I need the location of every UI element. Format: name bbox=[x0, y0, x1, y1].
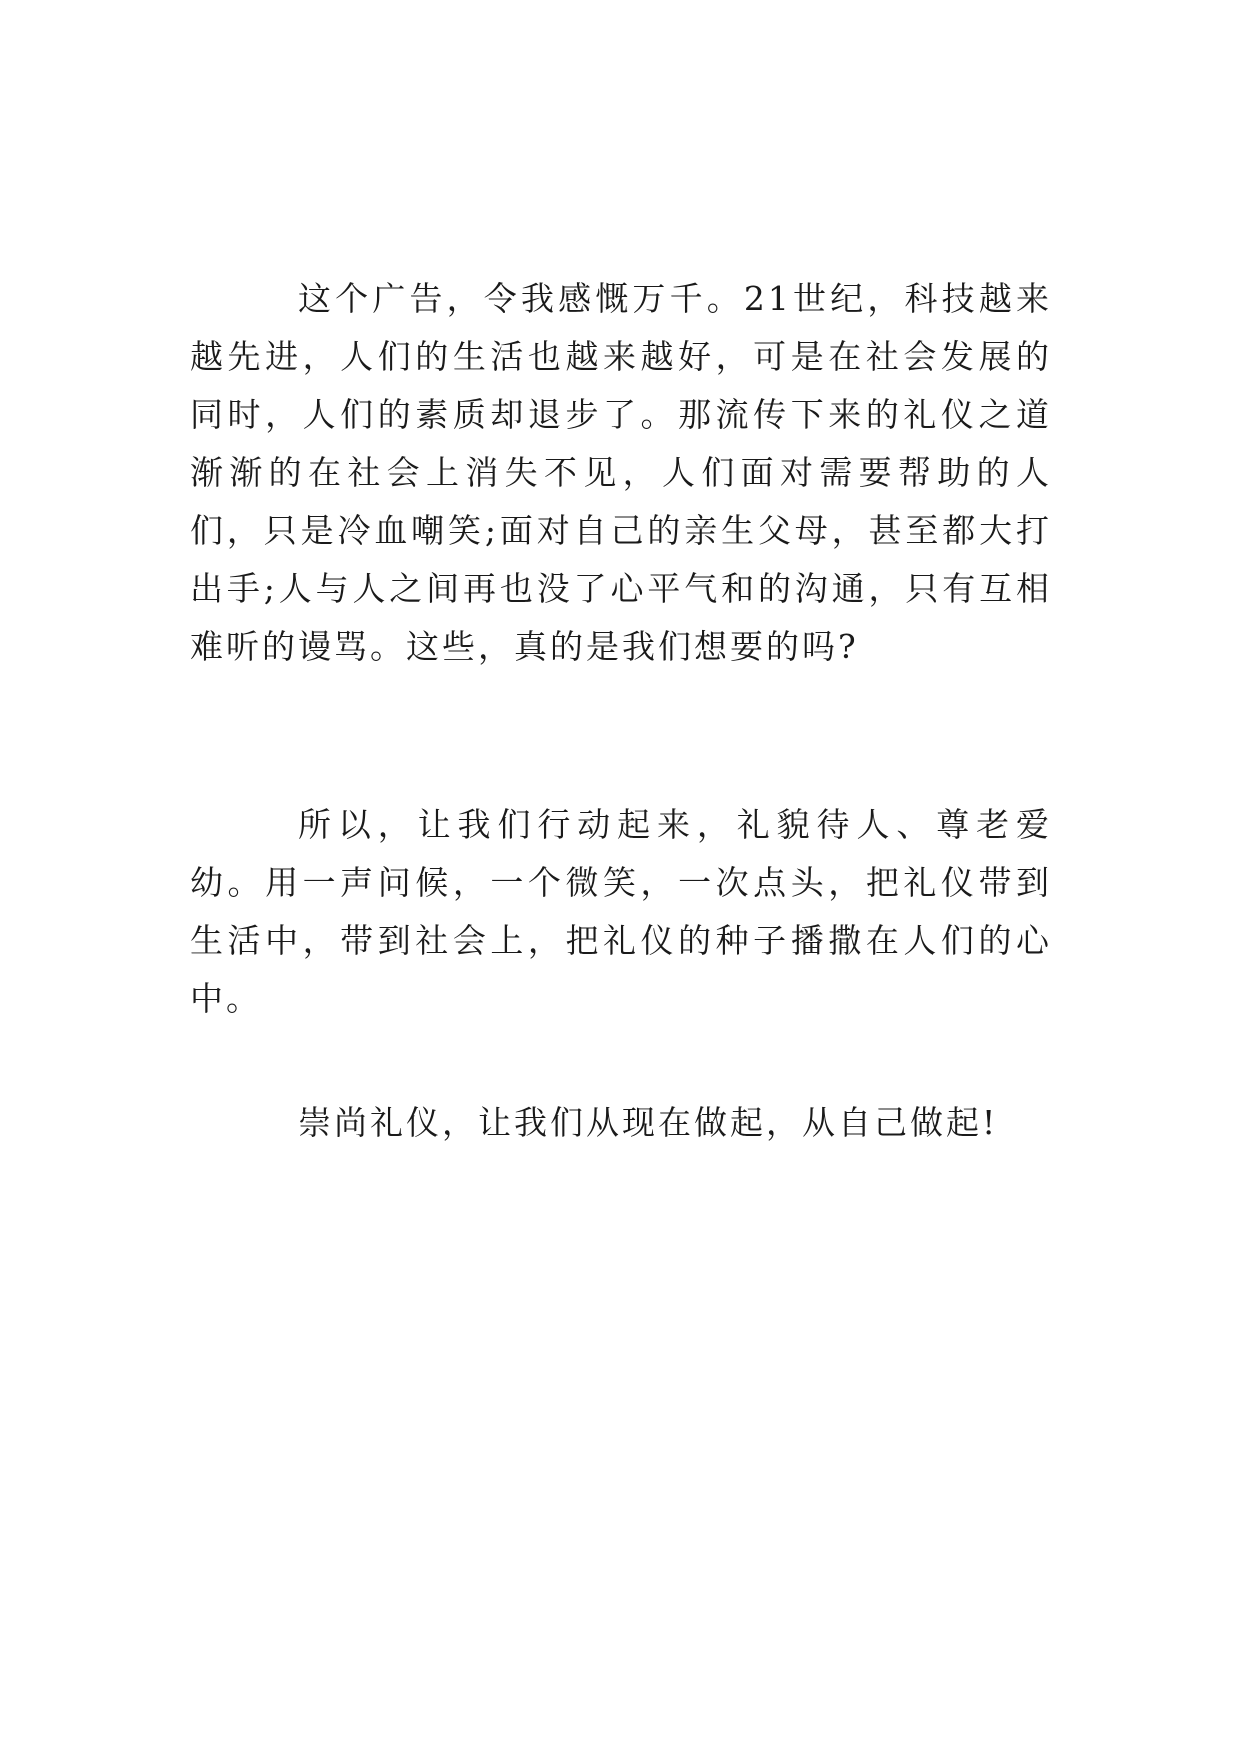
paragraph-3: 崇尚礼仪，让我们从现在做起，从自己做起! bbox=[298, 1103, 999, 1142]
paragraph-1: 这个广告，令我感慨万千。21世纪，科技越来越先进，人们的生活也越来越好，可是在社会发展的同时，人们的素质却退步了。那流传下来的礼仪之道渐渐的在社会上消失不见，人们面对需要帮助的人们，只是冷血嘲笑;面对自己的亲生父母，甚至都大打出手;人与人之间再也没了心平气和的沟通，只有互相难听的谩骂。这些，真的是我们想要的吗? bbox=[190, 279, 1052, 666]
paragraph-2: 所以，让我们行动起来，礼貌待人、尊老爱幼。用一声问候，一个微笑，一次点头，把礼仪带到生活中，带到社会上，把礼仪的种子播撒在人们的心中。 bbox=[190, 805, 1052, 1018]
